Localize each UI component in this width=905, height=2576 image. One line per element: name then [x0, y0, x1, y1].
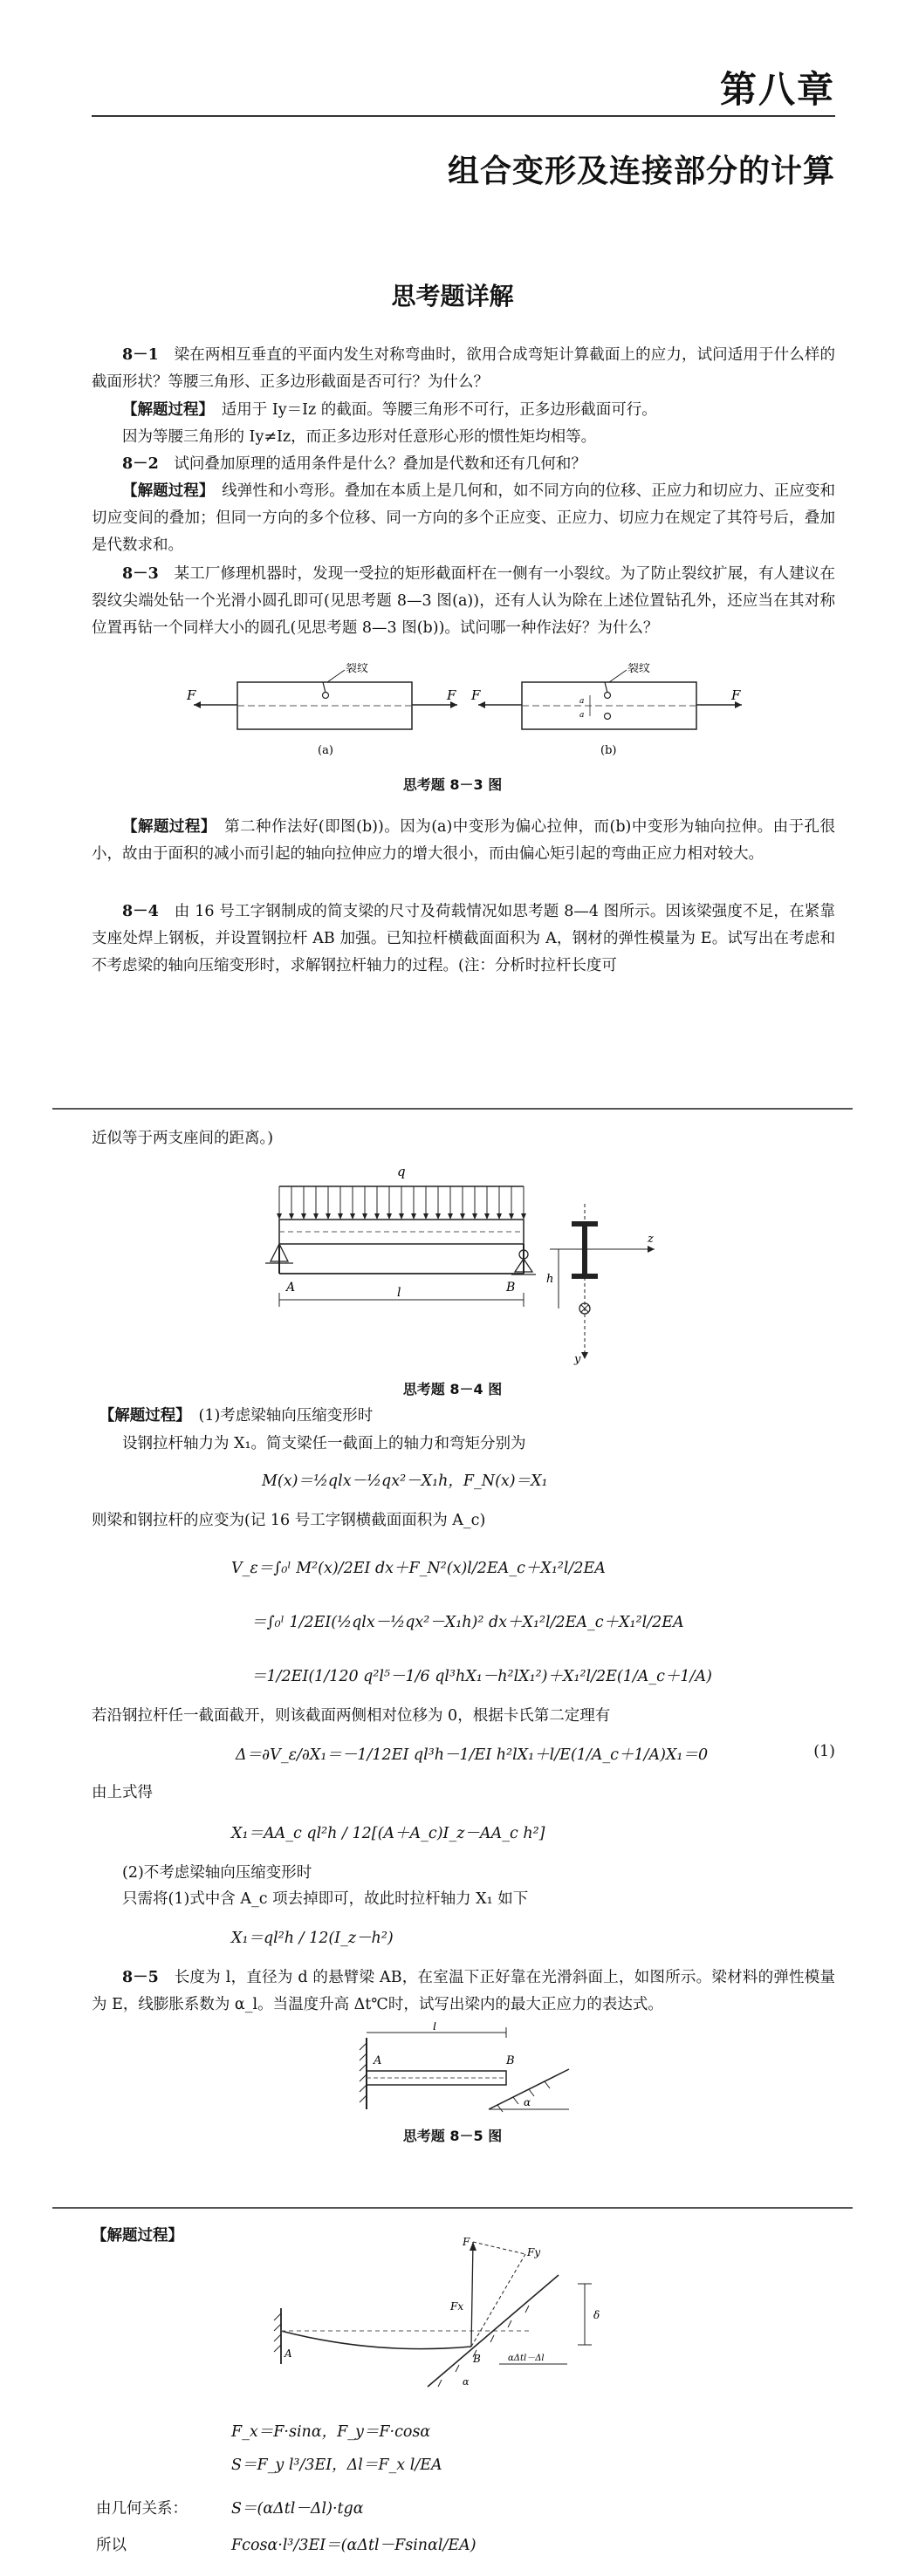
fig83a-force-left: F — [187, 687, 196, 703]
fig85s-delta: δ — [593, 2309, 600, 2321]
fig85s-A: A — [285, 2347, 292, 2360]
fig85-alpha: α — [524, 2096, 531, 2108]
q84-from-eq: 由上式得 — [92, 1784, 153, 1801]
fig85s-alpha: α — [463, 2376, 470, 2388]
q84-eq-V3: ＝1/2EI(1/120 q²l⁵－1/6 ql³hX₁－h²lX₁²)＋X₁²l/2E(1/A_c＋1/A) — [251, 1668, 712, 1685]
q83-label: 8－3 — [122, 565, 159, 583]
fig83b-label: (b) — [600, 744, 617, 757]
load-arrow-head — [277, 1213, 282, 1220]
load-arrow-head — [521, 1213, 526, 1220]
q83-text: 某工厂修理机器时，发现一受拉的矩形截面杆在一侧有一小裂纹。为了防止裂纹扩展，有人建议在裂纹尖端处钻一个光滑小圆孔即可(见思考题 8—3 图(a))，还有人认为除在上述位置钻孔外，还应当在其对称位置再钻一个同样大小的圆孔(见思考题 8—3 图(b))。试问哪一种作法好？为什么？ — [92, 565, 835, 637]
q84-question — [92, 899, 835, 980]
load-arrow-head — [399, 1213, 404, 1220]
q84-step2: (2)不考虑梁轴向压缩变形时 — [122, 1864, 312, 1882]
q84-eq-V1: V_ε＝∫₀ˡ M²(x)/2EI dx＋F_N²(x)l/2EA_c＋X₁²l/2EA — [231, 1560, 606, 1577]
load-arrow-head — [435, 1213, 441, 1220]
page-divider-1 — [52, 1108, 853, 1110]
q81-sol-tag: 【解题过程】 — [122, 401, 207, 419]
fig83b — [470, 663, 742, 757]
q82-sol: 线弹性和小弯形。叠加在本质上是几何和，如不同方向的位移、正应力和切应力、正应变和切应变间的叠加；但同一方向的多个位移、同一方向的多个正应变、正应力、切应力在规定了其符号后，叠加是代数求和。 — [92, 482, 836, 554]
fig85-A: A — [374, 2054, 382, 2067]
fig83b-force-right: F — [731, 687, 741, 703]
load-arrow-head — [374, 1213, 380, 1220]
figure-8-3 — [175, 663, 751, 768]
load-arrow-head — [509, 1213, 514, 1220]
fig83-caption: 思考题 8－3 图 — [402, 776, 503, 793]
q84-continued: 近似等于两支座间的距离。) — [92, 1130, 274, 1147]
fig84-y: y — [574, 1353, 581, 1366]
load-arrow-head — [497, 1213, 502, 1220]
q84-eq-X1: X₁＝AA_c ql²h / 12[(A＋A_c)I_z－AA_c h²] — [231, 1825, 545, 1842]
q85-eq-geo: S＝(αΔtl－Δl)·tgα — [231, 2500, 364, 2518]
load-arrow-head — [448, 1213, 453, 1220]
fig83a-force-right: F — [447, 687, 456, 703]
load-arrow-head — [326, 1213, 331, 1220]
q81-question — [92, 342, 835, 396]
figure-8-4 — [253, 1160, 663, 1370]
fig84-z: z — [648, 1233, 654, 1246]
fig84-l: l — [397, 1286, 401, 1300]
fig85s-B: B — [473, 2353, 481, 2365]
load-arrow-head — [289, 1213, 294, 1220]
fig84-caption: 思考题 8－4 图 — [402, 1381, 503, 1397]
q81-sol: 适用于 Iy＝Iz 的截面。等腰三角形不可行，正多边形截面可行。 — [221, 401, 657, 419]
page-divider-2 — [52, 2207, 853, 2209]
fig83a-crack: 裂纹 — [346, 663, 369, 675]
q84-step1: (1)考虑梁轴向压缩变形时 — [198, 1407, 374, 1425]
chapter-number: 第八章 — [719, 68, 835, 111]
q81-solution — [92, 397, 835, 424]
load-arrow-head — [301, 1213, 306, 1220]
fig85-B: B — [506, 2054, 515, 2067]
load-arrow-head — [387, 1213, 392, 1220]
q81-reason: 因为等腰三角形的 Iy≠Iz，而正多边形对任意形心形的惯性矩均相等。 — [122, 428, 597, 446]
fig85-caption: 思考题 8－5 图 — [402, 2128, 503, 2144]
header-rule — [92, 115, 835, 117]
fig83a — [186, 663, 457, 757]
q84-eq-M: M(x)＝½qlx－½qx²－X₁h，F_N(x)＝X₁ — [262, 1472, 548, 1490]
q84-eq-X1b: X₁＝ql²h / 12(I_z－h²) — [231, 1930, 394, 1947]
figure-8-5-solution — [271, 2233, 707, 2399]
q85-so-label: 所以 — [96, 2537, 127, 2554]
q84-sol-tag: 【解题过程】 — [99, 1407, 183, 1425]
load-arrow-head — [472, 1213, 477, 1220]
q85-eq-final: Fcosα·l³/3EI＝(αΔtl－Fsinαl/EA) — [231, 2537, 476, 2554]
q84-eq-number: (1) — [813, 1743, 835, 1760]
fig85s-gap: αΔtl－Δl — [508, 2354, 545, 2363]
q84-setx: 设钢拉杆轴力为 X₁。简支梁任一截面上的轴力和弯矩分别为 — [122, 1435, 526, 1452]
fig85-l: l — [433, 2022, 437, 2033]
q83-solution — [92, 814, 835, 868]
q84-label: 8－4 — [122, 903, 159, 920]
figure-8-5 — [349, 2022, 576, 2118]
q85-question — [92, 1964, 835, 2019]
fig85s-F: F — [463, 2236, 470, 2248]
load-arrow-head — [423, 1213, 429, 1220]
q85-eq-f: F_x＝F·sinα，F_y＝F·cosα — [231, 2423, 431, 2441]
load-arrow-head — [350, 1213, 355, 1220]
fig85s-Fx: Fx — [450, 2300, 464, 2313]
q83-question — [92, 561, 835, 642]
q84-cut-text: 若沿钢拉杆任一截面截开，则该截面两侧相对位移为 0，根据卡氏第二定理有 — [92, 1707, 611, 1725]
load-arrow-head — [484, 1213, 490, 1220]
q84-eq-V2: ＝∫₀ˡ 1/2EI(½qlx－½qx²－X₁h)² dx＋X₁²l/2EA_c＋X₁²l/2EA — [251, 1614, 684, 1631]
fig84-section — [546, 1204, 655, 1366]
svg-text:a: a — [579, 697, 585, 706]
section-title: 思考题详解 — [391, 282, 514, 311]
q81-text: 梁在两相互垂直的平面内发生对称弯曲时，欲用合成弯矩计算截面上的应力，试问适用于什么样的截面形状？等腰三角形、正多边形截面是否可行？为什么？ — [92, 346, 835, 391]
q82-label: 8－2 — [122, 455, 159, 473]
load-arrow-head — [362, 1213, 367, 1220]
q84-text: 由 16 号工字钢制成的简支梁的尺寸及荷载情况如思考题 8—4 图所示。因该梁强度不足，在紧靠支座处焊上钢板，并设置钢拉杆 AB 加强。已知拉杆横截面面积为 A，钢材的弹性模量为 E。试写出在考虑和不考虑梁的轴向压缩变形时，求解钢拉杆轴力的过程。(注：分析时拉杆长度可 — [92, 903, 835, 974]
q82-text: 试问叠加原理的适用条件是什么？叠加是代数和还有几何和？ — [174, 455, 586, 473]
q85-text: 长度为 l，直径为 d 的悬臂梁 AB，在室温下正好靠在光滑斜面上，如图所示。梁材料的弹性模量为 E，线膨胀系数为 α_l。当温度升高 Δt℃时，试写出梁内的最大正应力的表达式。 — [92, 1969, 836, 2013]
fig84-A: A — [286, 1281, 296, 1295]
load-arrow-head — [460, 1213, 465, 1220]
q84-eq-delta: Δ＝∂V_ε/∂X₁＝－1/12EI ql³h－1/EI h²lX₁＋l/E(1/A_c＋1/A)X₁＝0 — [236, 1746, 709, 1764]
q83-sol: 第二种作法好(即图(b))。因为(a)中变形为偏心拉伸，而(b)中变形为轴向拉伸。由于孔很小，故由于面积的减小而引起的轴向拉伸应力的增大很小，而由偏心矩引起的弯曲正应力相对较大。 — [92, 818, 836, 863]
q82-question — [92, 451, 835, 478]
load-arrow-head — [338, 1213, 343, 1220]
chapter-title: 组合变形及连接部分的计算 — [447, 154, 835, 189]
q85-geo-label: 由几何关系： — [96, 2500, 188, 2518]
fig84-load — [277, 1164, 526, 1220]
fig84-q: q — [397, 1164, 406, 1179]
q84-strain-intro: 则梁和钢拉杆的应变为(记 16 号工字钢横截面面积为 A_c) — [92, 1512, 486, 1529]
q83-sol-tag: 【解题过程】 — [122, 818, 209, 836]
fig85s-Fy: Fy — [527, 2246, 541, 2258]
load-arrow-head — [411, 1213, 416, 1220]
q84-step1-line — [92, 1403, 835, 1430]
load-arrow-head — [313, 1213, 319, 1220]
q85-eq-s: S＝F_y l³/3EI，Δl＝F_x l/EA — [231, 2456, 442, 2474]
q81-label: 8－1 — [122, 346, 159, 364]
q85-sol-tag: 【解题过程】 — [92, 2227, 183, 2245]
fig83b-force-left: F — [471, 687, 481, 703]
q82-solution — [92, 478, 835, 559]
q84-only-text: 只需将(1)式中含 A_c 项去掉即可，故此时拉杆轴力 X₁ 如下 — [122, 1890, 529, 1908]
svg-text:a: a — [579, 711, 585, 720]
fig84-h: h — [546, 1273, 554, 1286]
fig84-B: B — [506, 1281, 516, 1295]
q85-label: 8－5 — [122, 1969, 159, 1986]
fig83a-label: (a) — [318, 744, 333, 757]
fig83b-crack: 裂纹 — [627, 663, 651, 675]
q82-sol-tag: 【解题过程】 — [122, 482, 207, 500]
